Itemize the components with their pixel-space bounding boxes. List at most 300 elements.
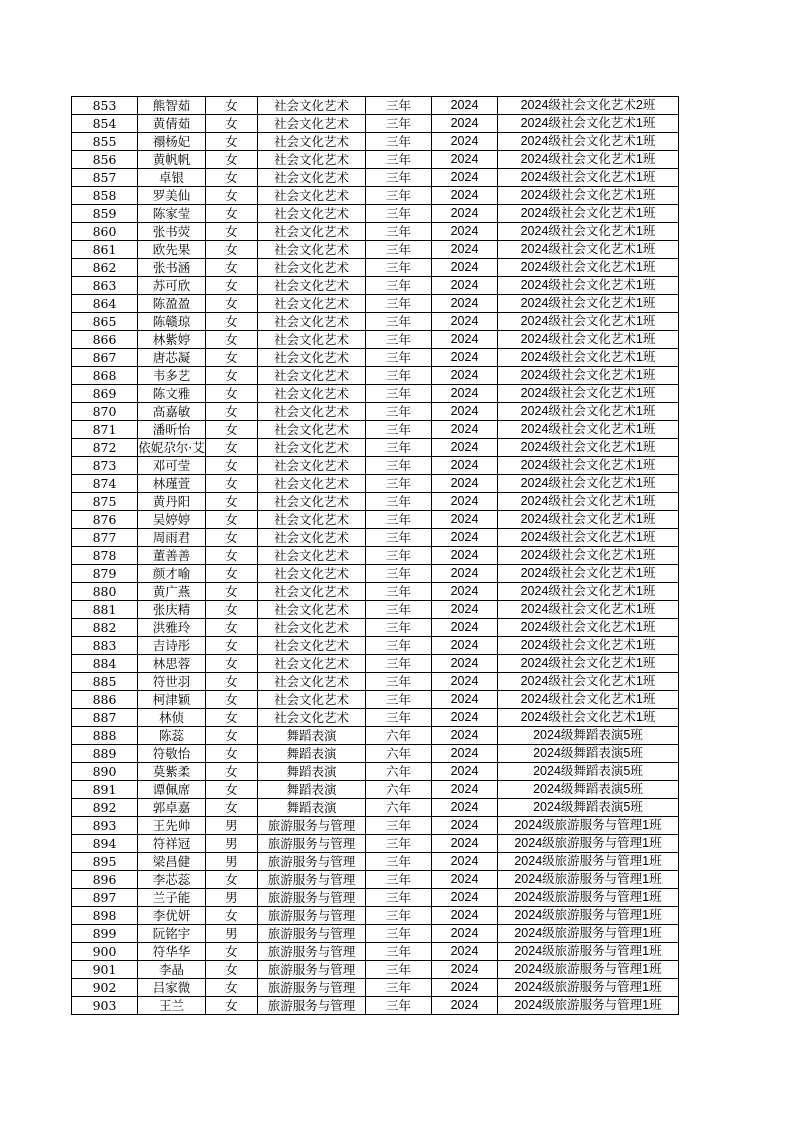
enroll-year-cell: 2024 bbox=[432, 547, 498, 565]
gender-cell: 女 bbox=[206, 943, 258, 961]
student-name-cell: 符敬怡 bbox=[138, 745, 206, 763]
enroll-year-cell: 2024 bbox=[432, 511, 498, 529]
duration-cell: 三年 bbox=[366, 673, 432, 691]
major-cell: 旅游服务与管理 bbox=[258, 871, 366, 889]
duration-cell: 三年 bbox=[366, 529, 432, 547]
gender-cell: 女 bbox=[206, 547, 258, 565]
student-name-cell: 张庆精 bbox=[138, 601, 206, 619]
table-row bbox=[72, 169, 679, 187]
major-cell: 舞蹈表演 bbox=[258, 763, 366, 781]
major-cell: 社会文化艺术 bbox=[258, 151, 366, 169]
student-name-cell: 陈盈盈 bbox=[138, 295, 206, 313]
row-number-cell: 891 bbox=[72, 781, 138, 799]
duration-cell: 三年 bbox=[366, 313, 432, 331]
class-name-cell: 2024级旅游服务与管理1班 bbox=[498, 889, 679, 907]
enroll-year-cell: 2024 bbox=[432, 403, 498, 421]
class-name-cell: 2024级舞蹈表演5班 bbox=[498, 763, 679, 781]
table-row bbox=[72, 421, 679, 439]
table-row bbox=[72, 367, 679, 385]
enroll-year-cell: 2024 bbox=[432, 367, 498, 385]
class-name-cell: 2024级社会文化艺术1班 bbox=[498, 223, 679, 241]
class-name-cell: 2024级社会文化艺术1班 bbox=[498, 187, 679, 205]
enroll-year-cell: 2024 bbox=[432, 925, 498, 943]
gender-cell: 女 bbox=[206, 637, 258, 655]
duration-cell: 三年 bbox=[366, 853, 432, 871]
row-number-cell: 853 bbox=[72, 97, 138, 115]
student-name-cell: 董善善 bbox=[138, 547, 206, 565]
row-number-cell: 895 bbox=[72, 853, 138, 871]
row-number-cell: 887 bbox=[72, 709, 138, 727]
table-row bbox=[72, 133, 679, 151]
table-row bbox=[72, 943, 679, 961]
class-name-cell: 2024级社会文化艺术1班 bbox=[498, 601, 679, 619]
class-name-cell: 2024级社会文化艺术1班 bbox=[498, 205, 679, 223]
table-row bbox=[72, 727, 679, 745]
row-number-cell: 896 bbox=[72, 871, 138, 889]
class-name-cell: 2024级旅游服务与管理1班 bbox=[498, 835, 679, 853]
enroll-year-cell: 2024 bbox=[432, 997, 498, 1015]
table-row bbox=[72, 709, 679, 727]
student-name-cell: 黄丹阳 bbox=[138, 493, 206, 511]
duration-cell: 三年 bbox=[366, 457, 432, 475]
gender-cell: 女 bbox=[206, 601, 258, 619]
row-number-cell: 875 bbox=[72, 493, 138, 511]
row-number-cell: 862 bbox=[72, 259, 138, 277]
duration-cell: 三年 bbox=[366, 547, 432, 565]
row-number-cell: 882 bbox=[72, 619, 138, 637]
table-row bbox=[72, 439, 679, 457]
gender-cell: 女 bbox=[206, 673, 258, 691]
duration-cell: 三年 bbox=[366, 709, 432, 727]
duration-cell: 三年 bbox=[366, 871, 432, 889]
class-name-cell: 2024级社会文化艺术1班 bbox=[498, 619, 679, 637]
gender-cell: 女 bbox=[206, 187, 258, 205]
duration-cell: 三年 bbox=[366, 889, 432, 907]
student-name-cell: 苏可欣 bbox=[138, 277, 206, 295]
table-row bbox=[72, 997, 679, 1015]
row-number-cell: 856 bbox=[72, 151, 138, 169]
major-cell: 社会文化艺术 bbox=[258, 655, 366, 673]
gender-cell: 女 bbox=[206, 565, 258, 583]
duration-cell: 三年 bbox=[366, 205, 432, 223]
table-row bbox=[72, 187, 679, 205]
table-row bbox=[72, 619, 679, 637]
table-row bbox=[72, 961, 679, 979]
student-name-cell: 依妮尕尔·艾 bbox=[138, 440, 205, 455]
duration-cell: 六年 bbox=[366, 799, 432, 817]
student-name-cell: 颜才喻 bbox=[138, 565, 206, 583]
table-row bbox=[72, 583, 679, 601]
table-row bbox=[72, 277, 679, 295]
major-cell: 社会文化艺术 bbox=[258, 493, 366, 511]
enroll-year-cell: 2024 bbox=[432, 979, 498, 997]
row-number-cell: 857 bbox=[72, 169, 138, 187]
gender-cell: 女 bbox=[206, 241, 258, 259]
major-cell: 社会文化艺术 bbox=[258, 115, 366, 133]
row-number-cell: 866 bbox=[72, 331, 138, 349]
class-name-cell: 2024级社会文化艺术1班 bbox=[498, 583, 679, 601]
class-name-cell: 2024级旅游服务与管理1班 bbox=[498, 817, 679, 835]
row-number-cell: 858 bbox=[72, 187, 138, 205]
class-name-cell: 2024级社会文化艺术1班 bbox=[498, 637, 679, 655]
gender-cell: 女 bbox=[206, 349, 258, 367]
gender-cell: 女 bbox=[206, 169, 258, 187]
enroll-year-cell: 2024 bbox=[432, 961, 498, 979]
class-name-cell: 2024级社会文化艺术1班 bbox=[498, 439, 679, 457]
row-number-cell: 898 bbox=[72, 907, 138, 925]
enroll-year-cell: 2024 bbox=[432, 223, 498, 241]
table-row bbox=[72, 295, 679, 313]
table-row bbox=[72, 547, 679, 565]
enroll-year-cell: 2024 bbox=[432, 655, 498, 673]
class-name-cell: 2024级舞蹈表演5班 bbox=[498, 727, 679, 745]
class-name-cell: 2024级旅游服务与管理1班 bbox=[498, 943, 679, 961]
major-cell: 社会文化艺术 bbox=[258, 385, 366, 403]
class-name-cell: 2024级社会文化艺术1班 bbox=[498, 547, 679, 565]
table-row bbox=[72, 817, 679, 835]
class-name-cell: 2024级社会文化艺术1班 bbox=[498, 277, 679, 295]
class-name-cell: 2024级社会文化艺术1班 bbox=[498, 349, 679, 367]
gender-cell: 女 bbox=[206, 799, 258, 817]
duration-cell: 六年 bbox=[366, 745, 432, 763]
row-number-cell: 854 bbox=[72, 115, 138, 133]
duration-cell: 三年 bbox=[366, 601, 432, 619]
enroll-year-cell: 2024 bbox=[432, 817, 498, 835]
row-number-cell: 901 bbox=[72, 961, 138, 979]
student-name-cell: 兰子能 bbox=[138, 889, 206, 907]
enroll-year-cell: 2024 bbox=[432, 799, 498, 817]
student-name-cell: 陈家莹 bbox=[138, 205, 206, 223]
major-cell: 社会文化艺术 bbox=[258, 97, 366, 115]
duration-cell: 六年 bbox=[366, 727, 432, 745]
row-number-cell: 890 bbox=[72, 763, 138, 781]
class-name-cell: 2024级旅游服务与管理1班 bbox=[498, 853, 679, 871]
class-name-cell: 2024级舞蹈表演5班 bbox=[498, 781, 679, 799]
row-number-cell: 884 bbox=[72, 655, 138, 673]
student-name-cell: 莫紫柔 bbox=[138, 763, 206, 781]
major-cell: 社会文化艺术 bbox=[258, 223, 366, 241]
enroll-year-cell: 2024 bbox=[432, 205, 498, 223]
row-number-cell: 897 bbox=[72, 889, 138, 907]
duration-cell: 三年 bbox=[366, 907, 432, 925]
student-name-cell: 黄帆帆 bbox=[138, 151, 206, 169]
class-name-cell: 2024级社会文化艺术1班 bbox=[498, 475, 679, 493]
major-cell: 社会文化艺术 bbox=[258, 619, 366, 637]
row-number-cell: 871 bbox=[72, 421, 138, 439]
student-name-cell: 潘昕怡 bbox=[138, 421, 206, 439]
gender-cell: 女 bbox=[206, 331, 258, 349]
major-cell: 旅游服务与管理 bbox=[258, 925, 366, 943]
enroll-year-cell: 2024 bbox=[432, 97, 498, 115]
major-cell: 社会文化艺术 bbox=[258, 331, 366, 349]
major-cell: 社会文化艺术 bbox=[258, 259, 366, 277]
table-row bbox=[72, 331, 679, 349]
gender-cell: 女 bbox=[206, 511, 258, 529]
major-cell: 社会文化艺术 bbox=[258, 439, 366, 457]
enroll-year-cell: 2024 bbox=[432, 619, 498, 637]
enroll-year-cell: 2024 bbox=[432, 691, 498, 709]
row-number-cell: 865 bbox=[72, 313, 138, 331]
gender-cell: 女 bbox=[206, 133, 258, 151]
class-name-cell: 2024级社会文化艺术1班 bbox=[498, 367, 679, 385]
gender-cell: 女 bbox=[206, 439, 258, 457]
table-row bbox=[72, 97, 679, 115]
table-row bbox=[72, 979, 679, 997]
class-name-cell: 2024级社会文化艺术1班 bbox=[498, 295, 679, 313]
row-number-cell: 867 bbox=[72, 349, 138, 367]
enroll-year-cell: 2024 bbox=[432, 529, 498, 547]
student-name-cell: 林侦 bbox=[138, 709, 206, 727]
major-cell: 社会文化艺术 bbox=[258, 691, 366, 709]
table-row bbox=[72, 763, 679, 781]
enroll-year-cell: 2024 bbox=[432, 151, 498, 169]
class-name-cell: 2024级社会文化艺术1班 bbox=[498, 169, 679, 187]
gender-cell: 女 bbox=[206, 115, 258, 133]
enroll-year-cell: 2024 bbox=[432, 601, 498, 619]
row-number-cell: 877 bbox=[72, 529, 138, 547]
gender-cell: 女 bbox=[206, 475, 258, 493]
major-cell: 旅游服务与管理 bbox=[258, 835, 366, 853]
class-name-cell: 2024级社会文化艺术1班 bbox=[498, 511, 679, 529]
student-name-cell: 李芯蕊 bbox=[138, 871, 206, 889]
gender-cell: 女 bbox=[206, 457, 258, 475]
enroll-year-cell: 2024 bbox=[432, 313, 498, 331]
row-number-cell: 889 bbox=[72, 745, 138, 763]
duration-cell: 三年 bbox=[366, 439, 432, 457]
major-cell: 舞蹈表演 bbox=[258, 727, 366, 745]
gender-cell: 女 bbox=[206, 907, 258, 925]
student-name-cell: 陈赣琼 bbox=[138, 313, 206, 331]
gender-cell: 女 bbox=[206, 493, 258, 511]
major-cell: 舞蹈表演 bbox=[258, 781, 366, 799]
gender-cell: 女 bbox=[206, 277, 258, 295]
student-name-cell: 吕家微 bbox=[138, 979, 206, 997]
major-cell: 社会文化艺术 bbox=[258, 421, 366, 439]
enroll-year-cell: 2024 bbox=[432, 637, 498, 655]
duration-cell: 三年 bbox=[366, 997, 432, 1015]
student-name-cell: 林瑾萱 bbox=[138, 475, 206, 493]
student-name-cell: 黄广燕 bbox=[138, 583, 206, 601]
student-name-cell: 禤杨妃 bbox=[138, 133, 206, 151]
table-row bbox=[72, 349, 679, 367]
student-name-cell: 李优妍 bbox=[138, 907, 206, 925]
duration-cell: 三年 bbox=[366, 295, 432, 313]
gender-cell: 女 bbox=[206, 691, 258, 709]
duration-cell: 三年 bbox=[366, 961, 432, 979]
table-row bbox=[72, 637, 679, 655]
row-number-cell: 868 bbox=[72, 367, 138, 385]
duration-cell: 三年 bbox=[366, 367, 432, 385]
enroll-year-cell: 2024 bbox=[432, 709, 498, 727]
gender-cell: 女 bbox=[206, 529, 258, 547]
gender-cell: 女 bbox=[206, 763, 258, 781]
student-name-cell: 林紫婷 bbox=[138, 331, 206, 349]
major-cell: 舞蹈表演 bbox=[258, 799, 366, 817]
table-row bbox=[72, 601, 679, 619]
major-cell: 旅游服务与管理 bbox=[258, 817, 366, 835]
enroll-year-cell: 2024 bbox=[432, 943, 498, 961]
gender-cell: 女 bbox=[206, 871, 258, 889]
student-name-cell: 邓可莹 bbox=[138, 457, 206, 475]
major-cell: 旅游服务与管理 bbox=[258, 943, 366, 961]
class-name-cell: 2024级社会文化艺术1班 bbox=[498, 241, 679, 259]
class-name-cell: 2024级社会文化艺术1班 bbox=[498, 133, 679, 151]
row-number-cell: 886 bbox=[72, 691, 138, 709]
row-number-cell: 883 bbox=[72, 637, 138, 655]
enroll-year-cell: 2024 bbox=[432, 439, 498, 457]
duration-cell: 三年 bbox=[366, 817, 432, 835]
row-number-cell: 872 bbox=[72, 439, 138, 457]
duration-cell: 三年 bbox=[366, 925, 432, 943]
major-cell: 社会文化艺术 bbox=[258, 187, 366, 205]
row-number-cell: 874 bbox=[72, 475, 138, 493]
duration-cell: 三年 bbox=[366, 259, 432, 277]
enroll-year-cell: 2024 bbox=[432, 457, 498, 475]
gender-cell: 女 bbox=[206, 619, 258, 637]
gender-cell: 女 bbox=[206, 727, 258, 745]
row-number-cell: 864 bbox=[72, 295, 138, 313]
enroll-year-cell: 2024 bbox=[432, 169, 498, 187]
student-name-cell: 罗美仙 bbox=[138, 187, 206, 205]
major-cell: 社会文化艺术 bbox=[258, 673, 366, 691]
gender-cell: 女 bbox=[206, 709, 258, 727]
table-row bbox=[72, 493, 679, 511]
major-cell: 社会文化艺术 bbox=[258, 709, 366, 727]
class-name-cell: 2024级旅游服务与管理1班 bbox=[498, 979, 679, 997]
major-cell: 旅游服务与管理 bbox=[258, 889, 366, 907]
enroll-year-cell: 2024 bbox=[432, 853, 498, 871]
class-name-cell: 2024级旅游服务与管理1班 bbox=[498, 961, 679, 979]
student-name-cell: 熊智茹 bbox=[138, 97, 206, 115]
student-name-cell: 卓银 bbox=[138, 169, 206, 187]
duration-cell: 三年 bbox=[366, 943, 432, 961]
enroll-year-cell: 2024 bbox=[432, 763, 498, 781]
class-name-cell: 2024级社会文化艺术1班 bbox=[498, 565, 679, 583]
major-cell: 社会文化艺术 bbox=[258, 547, 366, 565]
duration-cell: 三年 bbox=[366, 493, 432, 511]
major-cell: 旅游服务与管理 bbox=[258, 961, 366, 979]
duration-cell: 三年 bbox=[366, 115, 432, 133]
student-name-cell: 欧先果 bbox=[138, 241, 206, 259]
table-row bbox=[72, 745, 679, 763]
student-name-cell: 符华华 bbox=[138, 943, 206, 961]
duration-cell: 三年 bbox=[366, 169, 432, 187]
table-body bbox=[72, 97, 679, 1015]
enroll-year-cell: 2024 bbox=[432, 889, 498, 907]
table-row bbox=[72, 781, 679, 799]
duration-cell: 三年 bbox=[366, 691, 432, 709]
student-name-cell: 谭佩席 bbox=[138, 781, 206, 799]
gender-cell: 女 bbox=[206, 961, 258, 979]
class-name-cell: 2024级社会文化艺术1班 bbox=[498, 115, 679, 133]
student-name-cell: 吴婷婷 bbox=[138, 511, 206, 529]
student-name-cell: 张书涵 bbox=[138, 259, 206, 277]
class-name-cell: 2024级旅游服务与管理1班 bbox=[498, 997, 679, 1015]
enroll-year-cell: 2024 bbox=[432, 475, 498, 493]
class-name-cell: 2024级舞蹈表演5班 bbox=[498, 799, 679, 817]
major-cell: 社会文化艺术 bbox=[258, 637, 366, 655]
enroll-year-cell: 2024 bbox=[432, 115, 498, 133]
major-cell: 社会文化艺术 bbox=[258, 133, 366, 151]
row-number-cell: 881 bbox=[72, 601, 138, 619]
gender-cell: 男 bbox=[206, 853, 258, 871]
duration-cell: 三年 bbox=[366, 277, 432, 295]
row-number-cell: 873 bbox=[72, 457, 138, 475]
enroll-year-cell: 2024 bbox=[432, 493, 498, 511]
enroll-year-cell: 2024 bbox=[432, 277, 498, 295]
major-cell: 社会文化艺术 bbox=[258, 295, 366, 313]
row-number-cell: 855 bbox=[72, 133, 138, 151]
duration-cell: 三年 bbox=[366, 331, 432, 349]
major-cell: 社会文化艺术 bbox=[258, 565, 366, 583]
class-name-cell: 2024级社会文化艺术1班 bbox=[498, 331, 679, 349]
duration-cell: 三年 bbox=[366, 187, 432, 205]
gender-cell: 女 bbox=[206, 583, 258, 601]
class-name-cell: 2024级社会文化艺术1班 bbox=[498, 709, 679, 727]
class-name-cell: 2024级社会文化艺术1班 bbox=[498, 151, 679, 169]
gender-cell: 女 bbox=[206, 367, 258, 385]
student-name-cell: 陈文雅 bbox=[138, 385, 206, 403]
major-cell: 社会文化艺术 bbox=[258, 313, 366, 331]
duration-cell: 三年 bbox=[366, 97, 432, 115]
class-name-cell: 2024级社会文化艺术1班 bbox=[498, 403, 679, 421]
row-number-cell: 876 bbox=[72, 511, 138, 529]
gender-cell: 女 bbox=[206, 151, 258, 169]
class-name-cell: 2024级旅游服务与管理1班 bbox=[498, 925, 679, 943]
major-cell: 社会文化艺术 bbox=[258, 475, 366, 493]
gender-cell: 女 bbox=[206, 313, 258, 331]
table-row bbox=[72, 259, 679, 277]
enroll-year-cell: 2024 bbox=[432, 583, 498, 601]
row-number-cell: 893 bbox=[72, 817, 138, 835]
student-name-cell: 柯津颖 bbox=[138, 691, 206, 709]
major-cell: 社会文化艺术 bbox=[258, 277, 366, 295]
gender-cell: 女 bbox=[206, 997, 258, 1015]
major-cell: 社会文化艺术 bbox=[258, 511, 366, 529]
duration-cell: 三年 bbox=[366, 565, 432, 583]
gender-cell: 女 bbox=[206, 223, 258, 241]
enroll-year-cell: 2024 bbox=[432, 907, 498, 925]
class-name-cell: 2024级社会文化艺术1班 bbox=[498, 529, 679, 547]
table-row bbox=[72, 475, 679, 493]
enroll-year-cell: 2024 bbox=[432, 133, 498, 151]
table-row bbox=[72, 835, 679, 853]
duration-cell: 三年 bbox=[366, 835, 432, 853]
student-name-cell: 郭卓嘉 bbox=[138, 799, 206, 817]
enroll-year-cell: 2024 bbox=[432, 385, 498, 403]
duration-cell: 三年 bbox=[366, 385, 432, 403]
table-row bbox=[72, 655, 679, 673]
duration-cell: 六年 bbox=[366, 763, 432, 781]
enroll-year-cell: 2024 bbox=[432, 331, 498, 349]
student-name-cell: 符世羽 bbox=[138, 673, 206, 691]
major-cell: 社会文化艺术 bbox=[258, 457, 366, 475]
row-number-cell: 869 bbox=[72, 385, 138, 403]
gender-cell: 女 bbox=[206, 385, 258, 403]
class-name-cell: 2024级社会文化艺术1班 bbox=[498, 493, 679, 511]
row-number-cell: 892 bbox=[72, 799, 138, 817]
table-row bbox=[72, 385, 679, 403]
enroll-year-cell: 2024 bbox=[432, 871, 498, 889]
row-number-cell: 863 bbox=[72, 277, 138, 295]
row-number-cell: 885 bbox=[72, 673, 138, 691]
table-row bbox=[72, 403, 679, 421]
duration-cell: 三年 bbox=[366, 349, 432, 367]
duration-cell: 三年 bbox=[366, 133, 432, 151]
class-name-cell: 2024级社会文化艺术1班 bbox=[498, 421, 679, 439]
gender-cell: 女 bbox=[206, 205, 258, 223]
table-row bbox=[72, 241, 679, 259]
